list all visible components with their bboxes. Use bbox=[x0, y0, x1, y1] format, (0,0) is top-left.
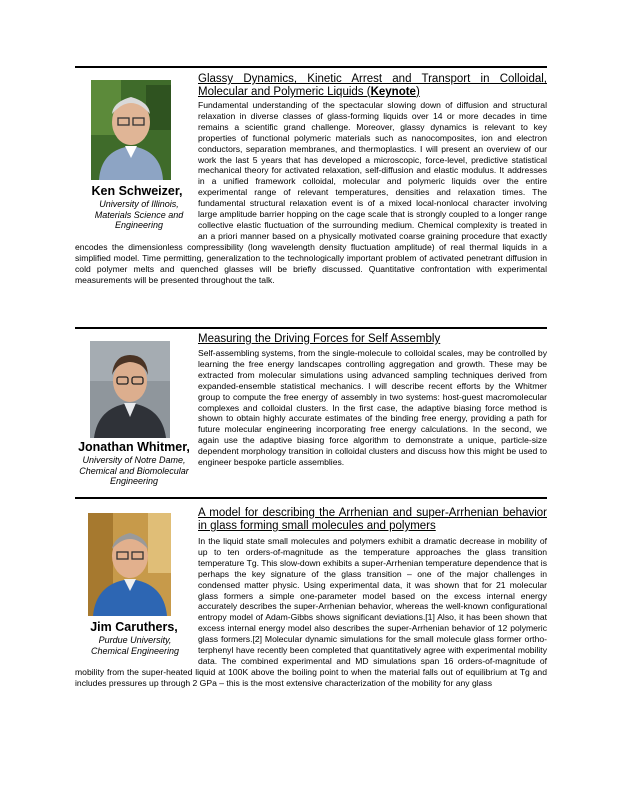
speaker-affiliation: University of Notre Dame, Chemical and Biomolecular Engineering bbox=[79, 455, 189, 486]
section-divider bbox=[75, 497, 547, 499]
talk-title bbox=[198, 507, 547, 533]
talk-title-text: A model for describing the Arrhenian and super-Arrhenian behavior in glass forming small molecules and polymers bbox=[198, 507, 547, 532]
talk-title bbox=[198, 73, 547, 99]
talk-abstract: In the liquid state small molecules and polymers exhibit a dramatic decrease in mobility of up to ten orders-of-magnitude as the temperature approaches the glass transition temperature Tg. This slow-down exhibits a super-Arrhenian temperature dependence that is perhaps the key signature of the glass transition – one of the major challenges in condensed matter physic. Using experimental data, it was shown that for 21 molecular glass formers a simple one-parameter model based on the excess internal energy accurately describes the super-Arrhenian behavior, whereas the well-known configurational entropy model of Adam-Gibbs shows significant deviations.[1] Also, it has been shown that excess internal energy model also describes the super-Arrhenian behavior of 12 polymeric glass formers.[2] Molecular dynamic simulations for the small molecule glass former ortho-terphenyl have recently been completed that quantitatively agree with experimental mobility data. The combined experimental and MD simulations span 16 orders-of-magnitude of mobility from the super-heated liquid at 100K above the boiling point to when the material falls out of equilibrium at Tg and includes pressures up through 2 GPa – this is the most extensive characterization of the mobility for any glass bbox=[75, 536, 547, 688]
speaker-name: Jonathan Whitmer, bbox=[78, 440, 190, 454]
talk-entry-caruthers bbox=[75, 506, 547, 796]
talk-title-text: Glassy Dynamics, Kinetic Arrest and Transport in Colloidal, Molecular and Polymeric Liquids ( bbox=[198, 73, 547, 98]
talk-entry-whitmer bbox=[75, 332, 547, 492]
talk-abstract: Self-assembling systems, from the single-molecule to colloidal scales, may be controlled by learning the free energy landscapes controlling aggregation and growth. These may be extracted from molecular simulations using advanced sampling techniques derived from expanded-ensemble statistical mechanics. I will describe recent efforts by the Whitmer group to compute the free energy of assembly in two systems: host-guest macromolecular complexes and colloidal clusters. In the first case, the adaptive biasing force method is shown to obtain highly accurate estimates of the binding free energy, providing a path for future molecular engineering incorporating free energy calculations. In the second, we again use the adaptive biasing force algorithm to demonstrate a unique, particle-size dependent morphology transition in colloidal clusters and discuss how this might be used to engineer bespoke particle assemblies. bbox=[198, 348, 547, 468]
talk-entry-schweizer bbox=[75, 72, 547, 322]
talk-title bbox=[198, 333, 547, 346]
talk-title-emphasis: Keynote bbox=[370, 86, 416, 98]
section-divider bbox=[75, 327, 547, 329]
speaker-affiliation: University of Illinois, Materials Science and Engineering bbox=[94, 199, 184, 230]
talk-title-end: ) bbox=[415, 86, 420, 98]
talk-abstract: Fundamental understanding of the spectacular slowing down of diffusion and structural relaxation in diverse classes of glass-forming liquids over 14 or more decades in time remains a scientific grand challenge. Moreover, glassy dynamics is relevant to key properties of functional polymeric materials such as nanocomposites, ion and electron conductors, separation membranes, and thermoplastics. I will present an overview of our work the last 5 years that has developed a microscopic, force-level, predictive statistical mechanical theory for activated relaxation, self-diffusion and elastic modulus. It addresses in a unified framework colloidal, molecular and polymeric liquids over the entire experimental range of relevant temperatures, densities and relaxation times. The fundamental structural relaxation event is of a mixed local-nonlocal character involving large amplitude barrier hopping on the cage scale that is strongly coupled to a longer range collective elastic fluctuation of the surrounding medium. Chemical complexity is treated in an a priori manner based on a physically motivated coarse graining procedure that exactly encodes the dimensionless compressibility (long wavelength density fluctuation amplitude) of real thermal liquids in a simplified model. Time permitting, generalization to the technologically important problem of activated penetrant diffusion in cold polymer melts and quenched glasses will be briefly discussed. Quantitative confrontation with experimental measurements will be presented throughout the talk. bbox=[75, 100, 547, 285]
speaker-name: Ken Schweizer, bbox=[91, 184, 183, 198]
speaker-photo-whitmer bbox=[90, 341, 170, 438]
talk-title-text: Measuring the Driving Forces for Self Assembly bbox=[198, 333, 441, 345]
speaker-affiliation: Purdue University, Chemical Engineering bbox=[90, 635, 180, 656]
section-divider bbox=[75, 66, 547, 68]
speaker-name: Jim Caruthers, bbox=[90, 620, 178, 634]
